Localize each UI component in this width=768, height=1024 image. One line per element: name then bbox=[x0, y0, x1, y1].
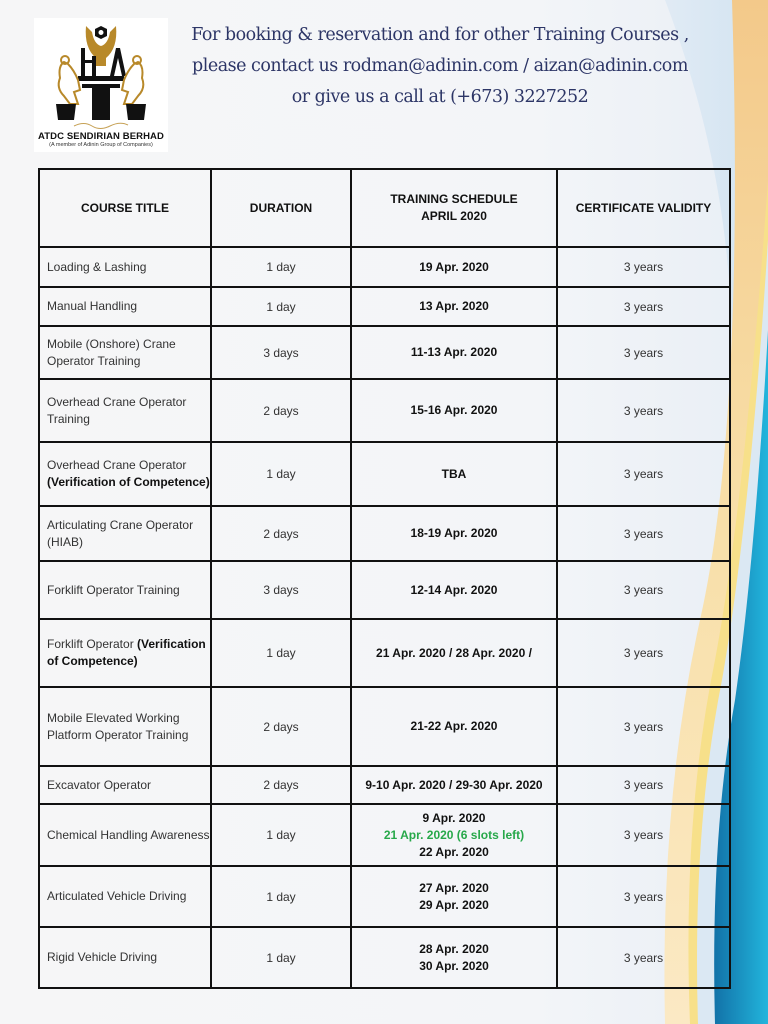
table-row bbox=[39, 326, 730, 379]
schedule-date: 9 Apr. 2020 bbox=[422, 810, 486, 825]
table-row bbox=[39, 506, 730, 561]
company-name: ATDC SENDIRIAN BERHAD bbox=[38, 131, 164, 142]
certificate-validity: 3 years bbox=[557, 287, 730, 326]
course-schedule: 19 Apr. 2020 bbox=[351, 247, 557, 287]
header-training-schedule bbox=[351, 169, 557, 247]
certificate-validity: 3 years bbox=[557, 247, 730, 287]
course-schedule: 21-22 Apr. 2020 bbox=[351, 687, 557, 766]
course-title: Mobile Elevated Working Platform Operator Training bbox=[39, 687, 211, 766]
schedule-date: 29 Apr. 2020 bbox=[419, 897, 489, 912]
table-row bbox=[39, 687, 730, 766]
certificate-validity: 3 years bbox=[557, 326, 730, 379]
contact-line-1: For booking & reservation and for other Training Courses , bbox=[191, 25, 689, 45]
table-row bbox=[39, 247, 730, 287]
training-schedule-table bbox=[38, 168, 731, 989]
course-title: Forklift Operator Training bbox=[39, 561, 211, 619]
certificate-validity: 3 years bbox=[557, 442, 730, 506]
course-duration: 3 days bbox=[211, 561, 351, 619]
course-duration: 1 day bbox=[211, 287, 351, 326]
certificate-validity: 3 years bbox=[557, 866, 730, 927]
course-schedule: 21 Apr. 2020 / 28 Apr. 2020 / bbox=[351, 619, 557, 687]
schedule-date-slots-left: 21 Apr. 2020 (6 slots left) bbox=[383, 827, 525, 842]
course-duration: 2 days bbox=[211, 506, 351, 561]
contact-line-2: please contact us rodman@adinin.com / aizan@adinin.com bbox=[192, 56, 688, 76]
course-title: Mobile (Onshore) Crane Operator Training bbox=[39, 326, 211, 379]
course-duration: 1 day bbox=[211, 619, 351, 687]
course-schedule: 13 Apr. 2020 bbox=[351, 287, 557, 326]
course-title-regular: Overhead Crane Operator bbox=[47, 458, 187, 472]
course-title-bold: (Verification of Competence) bbox=[47, 637, 206, 668]
certificate-validity: 3 years bbox=[557, 506, 730, 561]
header-schedule-line2: APRIL 2020 bbox=[421, 209, 487, 223]
certificate-validity: 3 years bbox=[557, 927, 730, 988]
course-title: Articulating Crane Operator (HIAB) bbox=[39, 506, 211, 561]
contact-line-3: or give us a call at (+673) 3227252 bbox=[291, 87, 589, 107]
course-duration: 3 days bbox=[211, 326, 351, 379]
course-title: Articulated Vehicle Driving bbox=[39, 866, 211, 927]
course-duration: 2 days bbox=[211, 379, 351, 442]
schedule-date: 27 Apr. 2020 bbox=[419, 880, 489, 895]
certificate-validity: 3 years bbox=[557, 619, 730, 687]
course-title-regular: Forklift Operator bbox=[47, 637, 134, 651]
course-title: Overhead Crane Operator Training bbox=[39, 379, 211, 442]
course-schedule bbox=[351, 927, 557, 988]
company-tagline: (A member of Adinin Group of Companies) bbox=[49, 142, 153, 148]
course-schedule-tba: TBA bbox=[351, 442, 557, 506]
course-duration: 1 day bbox=[211, 927, 351, 988]
table-row bbox=[39, 866, 730, 927]
table-row bbox=[39, 442, 730, 506]
course-schedule: 9-10 Apr. 2020 / 29-30 Apr. 2020 bbox=[351, 766, 557, 804]
course-duration: 1 day bbox=[211, 866, 351, 927]
course-title: Excavator Operator bbox=[39, 766, 211, 804]
course-title: Chemical Handling Awareness bbox=[39, 804, 211, 866]
course-schedule: 18-19 Apr. 2020 bbox=[351, 506, 557, 561]
contact-info bbox=[180, 20, 700, 113]
certificate-validity: 3 years bbox=[557, 804, 730, 866]
course-duration: 1 day bbox=[211, 442, 351, 506]
table-row bbox=[39, 619, 730, 687]
course-title-bold: (Verification of Competence) bbox=[47, 475, 210, 489]
course-title bbox=[39, 442, 211, 506]
course-duration: 1 day bbox=[211, 804, 351, 866]
atdc-logo-icon bbox=[34, 18, 168, 130]
course-title: Loading & Lashing bbox=[39, 247, 211, 287]
table-row bbox=[39, 561, 730, 619]
course-title: Rigid Vehicle Driving bbox=[39, 927, 211, 988]
table-row bbox=[39, 927, 730, 988]
table-row bbox=[39, 379, 730, 442]
table-header-row bbox=[39, 169, 730, 247]
certificate-validity: 3 years bbox=[557, 766, 730, 804]
course-schedule: 11-13 Apr. 2020 bbox=[351, 326, 557, 379]
header-course-title: COURSE TITLE bbox=[39, 169, 211, 247]
course-duration: 2 days bbox=[211, 687, 351, 766]
course-schedule bbox=[351, 804, 557, 866]
course-schedule: 12-14 Apr. 2020 bbox=[351, 561, 557, 619]
schedule-date: 28 Apr. 2020 bbox=[419, 941, 489, 956]
header-duration: DURATION bbox=[211, 169, 351, 247]
schedule-date: 22 Apr. 2020 bbox=[419, 844, 489, 859]
header-schedule-line1: TRAINING SCHEDULE bbox=[390, 192, 518, 206]
certificate-validity: 3 years bbox=[557, 687, 730, 766]
company-logo bbox=[34, 18, 168, 152]
course-duration: 2 days bbox=[211, 766, 351, 804]
schedule-date: 30 Apr. 2020 bbox=[419, 958, 489, 973]
certificate-validity: 3 years bbox=[557, 379, 730, 442]
table-row bbox=[39, 804, 730, 866]
header-certificate-validity: CERTIFICATE VALIDITY bbox=[557, 169, 730, 247]
course-title bbox=[39, 619, 211, 687]
course-duration: 1 day bbox=[211, 247, 351, 287]
course-schedule bbox=[351, 866, 557, 927]
table-row bbox=[39, 766, 730, 804]
course-title: Manual Handling bbox=[39, 287, 211, 326]
course-schedule: 15-16 Apr. 2020 bbox=[351, 379, 557, 442]
table-row bbox=[39, 287, 730, 326]
certificate-validity: 3 years bbox=[557, 561, 730, 619]
